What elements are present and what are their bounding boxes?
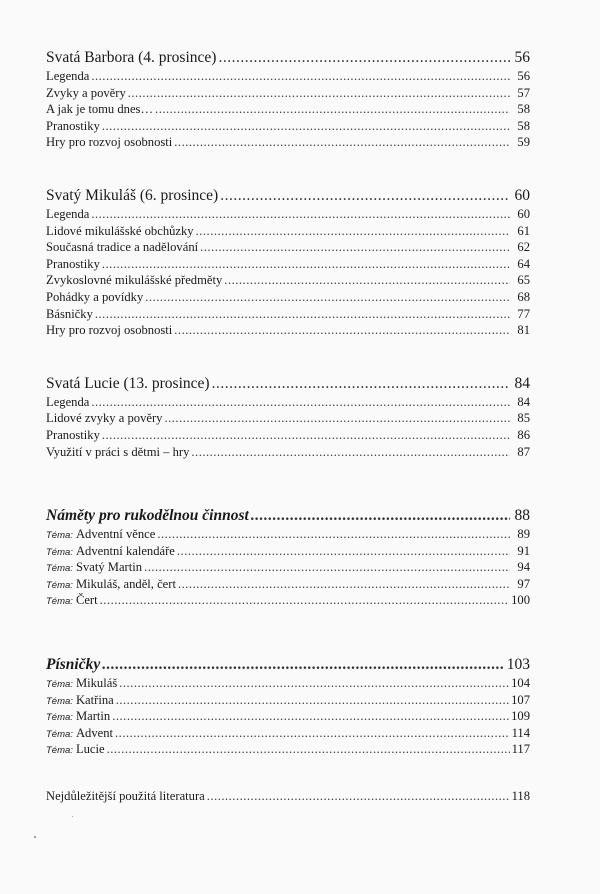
entry-title: Adventní věnce: [75, 527, 156, 542]
dot-leader: [102, 256, 510, 273]
entry-title: Adventní kalendáře: [75, 543, 175, 558]
toc-entry: [46, 101, 530, 118]
section-heading: [46, 374, 530, 394]
toc-entry: [46, 272, 530, 289]
entry-title: Pranostiky: [46, 256, 100, 271]
page-number: 85: [517, 411, 530, 426]
entry-title: A jak je tomu dnes…: [46, 102, 154, 117]
dot-leader: [157, 526, 510, 543]
page-number: 77: [517, 306, 530, 321]
topic-prefix: Téma:: [46, 563, 73, 575]
toc-entry: [46, 239, 530, 256]
topic-prefix: Téma:: [46, 745, 73, 757]
dot-leader: [115, 725, 510, 742]
entry-title: Pranostiky: [46, 427, 100, 442]
entry-title: Pranostiky: [46, 118, 100, 133]
dot-leader: [102, 118, 510, 135]
page-number: 103: [506, 656, 530, 674]
toc-entry: [46, 134, 530, 151]
topic-prefix: Téma:: [46, 546, 73, 558]
dot-leader: [95, 306, 510, 323]
entry-title: Katřina: [75, 692, 114, 707]
entry-title: Nejdůležitější použitá literatura: [46, 789, 205, 804]
dot-leader: [91, 394, 510, 411]
dot-leader: [200, 239, 510, 256]
entry-title: Náměty pro rukodělnou činnost: [46, 507, 249, 525]
entry-title: Písničky: [46, 656, 101, 674]
page-number: 62: [517, 240, 530, 255]
toc-entry: [46, 741, 530, 758]
dot-leader: [174, 134, 510, 151]
toc-entry: [46, 206, 530, 223]
topic-prefix: Téma:: [46, 695, 73, 707]
toc-entry: [46, 118, 530, 135]
dot-leader: [102, 427, 510, 444]
page-number: 88: [514, 507, 530, 525]
entry-title: Svatý Martin: [75, 560, 143, 575]
dot-leader: [100, 592, 509, 609]
toc-section: [46, 186, 530, 339]
toc-entry: [46, 725, 530, 742]
toc-entry: [46, 427, 530, 444]
dot-leader: [107, 741, 510, 758]
page-number: 94: [517, 560, 530, 575]
page-number: 68: [517, 289, 530, 304]
section-heading: [46, 655, 530, 675]
toc-entry: [46, 289, 530, 306]
entry-title: Využití v práci s dětmi – hry: [46, 444, 190, 459]
toc-entry: [46, 306, 530, 323]
entry-title: Svatý Mikuláš (6. prosince): [46, 186, 219, 204]
topic-prefix: Téma:: [46, 712, 73, 724]
paper-speck: [72, 816, 73, 817]
dot-leader: [144, 559, 510, 576]
page-number: 97: [517, 576, 530, 591]
dot-leader: [155, 101, 510, 118]
page-number: 118: [511, 789, 530, 804]
toc-section: [46, 48, 530, 151]
section-heading: [46, 186, 530, 206]
toc-entry: [46, 559, 530, 576]
page-number: 114: [511, 725, 530, 740]
page-number: 86: [517, 427, 530, 442]
toc-entry: [46, 256, 530, 273]
dot-leader: [207, 788, 510, 805]
dot-leader: [177, 543, 510, 560]
page-number: 91: [517, 543, 530, 558]
page-number: 107: [511, 692, 530, 707]
section-heading: [46, 506, 530, 526]
dot-leader: [220, 186, 510, 206]
entry-title: Zvykoslovné mikulášské předměty: [46, 273, 223, 288]
dot-leader: [112, 708, 509, 725]
toc-entry: [46, 675, 530, 692]
page-number: 61: [517, 223, 530, 238]
page-number: 89: [517, 527, 530, 542]
dot-leader: [116, 692, 509, 709]
page-number: 58: [517, 118, 530, 133]
page-number: 60: [517, 206, 530, 221]
toc-entry: [46, 692, 530, 709]
toc-entry: [46, 576, 530, 593]
toc-section: [46, 374, 530, 460]
dot-leader: [91, 68, 510, 85]
entry-title: Pohádky a povídky: [46, 289, 144, 304]
entry-title: Hry pro rozvoj osobnosti: [46, 135, 173, 150]
toc-entry: [46, 543, 530, 560]
dot-leader: [224, 272, 510, 289]
toc-section: [46, 655, 530, 758]
entry-title: Lidové mikulášské obchůzky: [46, 223, 194, 238]
entry-title: Svatá Barbora (4. prosince): [46, 49, 217, 66]
entry-title: Básničky: [46, 306, 93, 321]
entry-title: Mikuláš, anděl, čert: [75, 576, 176, 591]
toc-entry: [46, 708, 530, 725]
page-number: 117: [511, 742, 530, 757]
topic-prefix: Téma:: [46, 596, 73, 608]
toc-entry: [46, 85, 530, 102]
entry-title: Mikuláš: [75, 676, 118, 691]
page-number: 57: [517, 85, 530, 100]
toc-entry: [46, 322, 530, 339]
toc-entry: [46, 223, 530, 240]
topic-prefix: Téma:: [46, 679, 73, 691]
entry-title: Legenda: [46, 394, 90, 409]
page-number: 109: [511, 709, 530, 724]
page-number: 104: [511, 676, 530, 691]
entry-title: Zvyky a pověry: [46, 85, 126, 100]
page-number: 81: [517, 323, 530, 338]
paper-speck: [34, 836, 36, 838]
page-number: 100: [511, 593, 530, 608]
dot-leader: [191, 444, 510, 461]
dot-leader: [102, 655, 505, 675]
page-number: 87: [517, 444, 530, 459]
entry-title: Současná tradice a nadělování: [46, 240, 199, 255]
toc-section: [46, 506, 530, 609]
toc-entry: [46, 68, 530, 85]
dot-leader: [91, 206, 510, 223]
dot-leader: [212, 374, 510, 394]
toc-entry: [46, 394, 530, 411]
topic-prefix: Téma:: [46, 728, 73, 740]
dot-leader: [145, 289, 510, 306]
entry-title: Legenda: [46, 69, 90, 83]
table-of-contents: [46, 48, 530, 805]
toc-entry: [46, 526, 530, 543]
dot-leader: [218, 48, 510, 68]
page-number: 59: [517, 135, 530, 150]
page-number: 56: [517, 69, 530, 83]
dot-leader: [128, 85, 510, 102]
entry-title: Legenda: [46, 206, 90, 221]
dot-leader: [164, 410, 510, 427]
dot-leader: [196, 223, 510, 240]
page-number: 58: [517, 102, 530, 117]
page-number: 56: [514, 49, 530, 66]
page-number: 60: [514, 186, 530, 204]
bibliography-entry: [46, 788, 530, 805]
entry-title: Martin: [75, 709, 111, 724]
toc-entry: [46, 410, 530, 427]
dot-leader: [178, 576, 510, 593]
topic-prefix: Téma:: [46, 530, 73, 542]
entry-title: Lidové zvyky a pověry: [46, 411, 163, 426]
page-number: 84: [514, 374, 530, 392]
page-number: 65: [517, 273, 530, 288]
dot-leader: [119, 675, 509, 692]
dot-leader: [251, 506, 510, 526]
entry-title: Svatá Lucie (13. prosince): [46, 374, 210, 392]
toc-entry: [46, 592, 530, 609]
entry-title: Čert: [75, 593, 98, 608]
entry-title: Hry pro rozvoj osobnosti: [46, 323, 173, 338]
dot-leader: [174, 322, 510, 339]
entry-title: Lucie: [75, 742, 105, 757]
topic-prefix: Téma:: [46, 579, 73, 591]
entry-title: Advent: [75, 725, 114, 740]
toc-entry: [46, 444, 530, 461]
page-number: 84: [517, 394, 530, 409]
page-number: 64: [517, 256, 530, 271]
section-heading: [46, 48, 530, 68]
